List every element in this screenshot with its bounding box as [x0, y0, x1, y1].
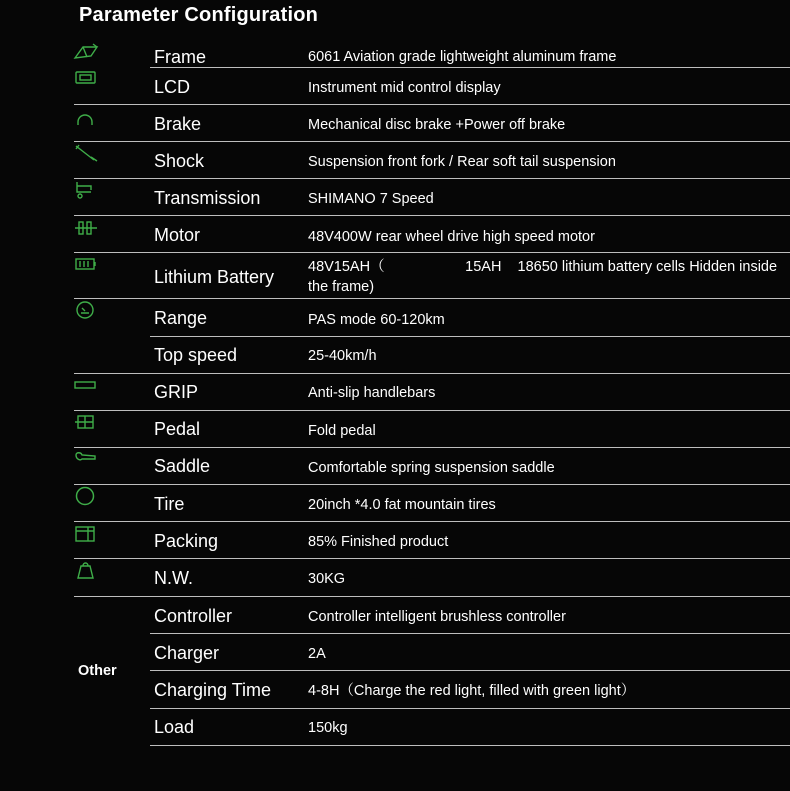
param-value-weight: 30KG [308, 571, 346, 587]
param-label-pedal: Pedal [154, 419, 201, 439]
param-label-load: Load [154, 717, 195, 737]
param-value-range: PAS mode 60-120km [308, 312, 445, 328]
battery-icon [73, 254, 99, 274]
row-divider [74, 373, 790, 374]
motor-icon [73, 218, 99, 238]
param-label-grip: GRIP [154, 382, 199, 402]
row-divider [150, 708, 790, 709]
row-divider [74, 484, 790, 485]
param-value-frame: 6061 Aviation grade lightweight aluminum frame [308, 49, 617, 65]
packing-icon [73, 523, 99, 543]
row-divider [74, 521, 790, 522]
row-divider [74, 298, 790, 299]
row-divider [150, 670, 790, 671]
row-divider [74, 252, 790, 253]
page-title: Parameter Configuration [79, 4, 319, 26]
param-value-charging-time: 4-8H（Charge the red light, filled with green light） [308, 683, 636, 699]
param-label-range: Range [154, 308, 208, 328]
tire-icon [73, 486, 99, 506]
row-divider [74, 447, 790, 448]
other-group-label: Other [78, 663, 117, 679]
param-value-packing: 85% Finished product [308, 534, 449, 550]
lcd-icon [73, 68, 99, 88]
shock-icon [73, 143, 99, 163]
brake-icon [73, 107, 99, 127]
param-label-top-speed: Top speed [154, 345, 238, 365]
param-label-lcd: LCD [154, 77, 191, 97]
param-value-grip: Anti-slip handlebars [308, 385, 436, 401]
row-divider [150, 336, 790, 337]
weight-icon [73, 560, 99, 580]
row-divider [74, 596, 790, 597]
param-value-tire: 20inch *4.0 fat mountain tires [308, 497, 496, 513]
row-divider [150, 633, 790, 634]
param-label-saddle: Saddle [154, 456, 211, 476]
row-divider [74, 104, 790, 105]
param-label-shock: Shock [154, 151, 205, 171]
param-label-weight: N.W. [154, 568, 193, 588]
param-label-battery: Lithium Battery [154, 267, 275, 287]
param-value-pedal: Fold pedal [308, 423, 376, 439]
param-label-controller: Controller [154, 606, 233, 626]
row-divider [74, 141, 790, 142]
row-divider [74, 215, 790, 216]
param-label-motor: Motor [154, 225, 201, 245]
row-divider [150, 745, 790, 746]
param-value-saddle: Comfortable spring suspension saddle [308, 460, 555, 476]
row-divider [74, 178, 790, 179]
param-label-packing: Packing [154, 531, 219, 551]
param-value-controller: Controller intelligent brushless controller [308, 609, 566, 625]
row-divider [74, 410, 790, 411]
frame-icon [73, 42, 99, 62]
param-value-top-speed: 25-40km/h [308, 348, 377, 364]
param-value-lcd: Instrument mid control display [308, 80, 501, 96]
range-icon [73, 300, 99, 320]
param-label-charger: Charger [154, 643, 220, 663]
param-label-brake: Brake [154, 114, 202, 134]
param-label-frame: Frame [154, 47, 207, 67]
grip-icon [73, 375, 99, 395]
param-value-transmission: SHIMANO 7 Speed [308, 191, 434, 207]
param-label-transmission: Transmission [154, 188, 261, 208]
transmission-icon [73, 180, 99, 200]
param-value-battery: 48V15AH（ 15AH 18650 lithium battery cells Hidden inside the frame) [308, 259, 782, 295]
param-value-shock: Suspension front fork / Rear soft tail suspension [308, 154, 616, 170]
param-value-load: 150kg [308, 720, 348, 736]
row-divider [150, 67, 790, 68]
pedal-icon [73, 412, 99, 432]
param-value-brake: Mechanical disc brake +Power off brake [308, 117, 566, 133]
saddle-icon [73, 449, 99, 469]
param-value-motor: 48V400W rear wheel drive high speed motor [308, 229, 595, 245]
param-label-charging-time: Charging Time [154, 680, 272, 700]
param-value-charger: 2A [308, 646, 326, 662]
row-divider [74, 558, 790, 559]
param-label-tire: Tire [154, 494, 185, 514]
